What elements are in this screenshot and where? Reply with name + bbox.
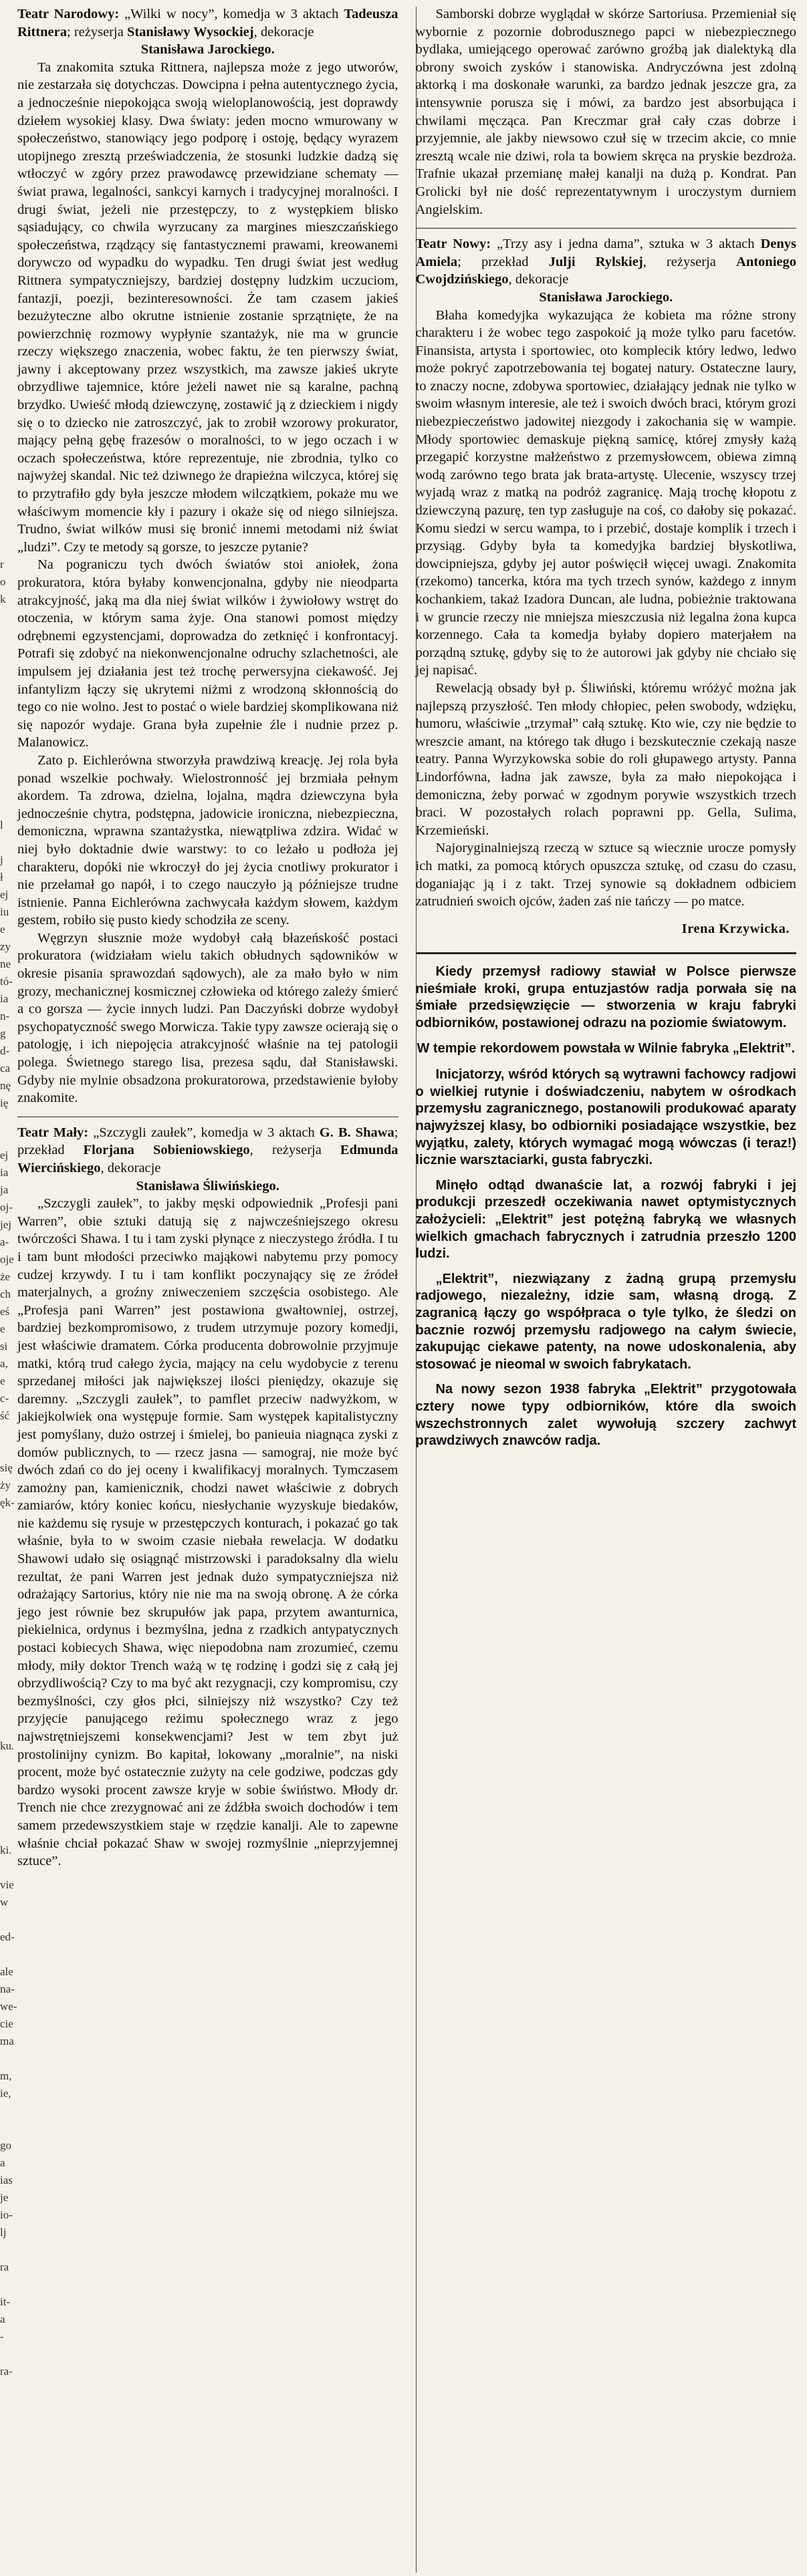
play-translator: Florjana Sobieniowskiego (83, 1143, 250, 1158)
margin-fragment (0, 2398, 15, 2415)
margin-fragment (0, 1755, 15, 1772)
margin-fragment: na- (0, 1983, 15, 1995)
margin-fragment: a, (0, 1357, 8, 1370)
ad-paragraph: Na nowy sezon 1938 fabryka „Elektrit” przygotowała cztery nowe typy odbiorników, które dla swoich wszechstronnych zalet wywołują szczery zachwyt prawdziwych znawców radja. (415, 1382, 796, 1449)
margin-fragment: cie (0, 2017, 13, 2030)
margin-fragment (0, 1633, 15, 1651)
margin-fragment: ra- (0, 2365, 13, 2378)
margin-fragment (0, 1564, 15, 1581)
margin-fragment (0, 764, 15, 782)
margin-fragment: r (0, 558, 4, 571)
margin-fragment: ch (0, 1288, 11, 1300)
margin-fragment (0, 2102, 15, 2120)
margin-fragment: ść (0, 1409, 10, 1422)
margin-fragment (0, 1790, 15, 1807)
play-director: Antoniego Cwojdzińskiego (415, 254, 796, 287)
margin-fragment: iu (0, 905, 9, 918)
margin-fragment (0, 1824, 15, 1842)
margin-fragment (0, 226, 15, 243)
margin-fragment (0, 1807, 15, 1824)
margin-fragment: it- (0, 2295, 11, 2308)
margin-fragment (0, 156, 15, 174)
play-designer: Stanisława Śliwińskiego. (136, 1178, 279, 1193)
margin-fragment: ej (0, 1149, 9, 1161)
margin-fragment: d- (0, 1044, 10, 1057)
ad-paragraph: „Elektrit”, niezwiązany z żadną grupą przemysłu radjowego, niezależny, idzie sam, własną drogą. Z zagranicą łączy go współpraca o tyle tylko, że śledzi on bacznie rozwój przemysłu radjowego na całym świecie, zakupując ciekawe patenty, na nowe udoskonalenia, aby stosować je nieomal w swoich fabrykatach. (415, 1271, 796, 1372)
margin-fragment: - (0, 2330, 4, 2343)
margin-fragment (0, 104, 15, 122)
review-header-teatr-maly: Teatr Mały: „Szczygli zaułek”, komedja w 3 aktach G. B. Shawa; przekład Florjana Sobieniowskiego, reżyserja Edmunda Wiercińskiego, dekoracje Stanisława Śliwińskiego. (17, 1124, 398, 1195)
margin-fragment: ej (0, 888, 9, 901)
margin-fragment (0, 486, 15, 504)
theatre-name: Teatr Nowy: (415, 237, 491, 252)
margin-fragment: a (0, 2313, 5, 2325)
margin-fragment (0, 1512, 15, 1529)
margin-fragment (0, 139, 15, 156)
margin-fragment: ja (0, 1183, 9, 1196)
margin-fragment: j (0, 853, 3, 866)
margin-fragment (0, 69, 15, 87)
margin-fragment (0, 417, 15, 434)
section-separator (416, 228, 797, 229)
margin-fragment: ale (0, 1965, 13, 1978)
margin-fragment (0, 1859, 15, 1876)
margin-fragment: eś (0, 1305, 10, 1318)
margin-fragment (0, 330, 15, 347)
margin-fragment (0, 2415, 15, 2432)
margin-fragment: oj- (0, 1201, 13, 1213)
margin-fragment (0, 1668, 15, 1685)
margin-fragment (0, 521, 15, 539)
review1-paragraph: Zato p. Eichlerówna stworzyła prawdziwą kreację. Jej rola była ponad wszelkie pochwały. Wielostronność jej brzmiała pełnym akordem. Ta zdrowa, dzielna, lojalna, mądra dziewczyna była jednocześnie chytra, podstępna, jadowicie ironiczna, niebezpieczna, demoniczna, wprawna szantażystka, niewątpliwa zdzira. Widać w niej było doktadnie dwie warstwy: to co leżało u podłoża jej charakteru, dopóki nie wkroczył do jej życia cnotliwy prokurator i nie przełamał go napół, i to czego nauczyło ją późniejsze trudne istnienie. Panna Eichlerówna zachwycała każdym słowem, każdym gestem, robiło się pusto kiedy schodziła ze sceny. (17, 752, 398, 928)
theatre-name: Teatr Narodowy: (17, 7, 120, 21)
margin-fragment (0, 2276, 15, 2293)
margin-fragment (0, 799, 15, 817)
margin-fragment: ra (0, 2261, 9, 2273)
left-column (17, 5, 398, 1870)
margin-fragment: ne (0, 958, 11, 970)
margin-fragment: ma (0, 2035, 14, 2047)
margin-fragment: o (0, 575, 6, 588)
margin-fragment (0, 2345, 15, 2363)
margin-fragment (0, 1112, 15, 1129)
margin-fragment (0, 539, 15, 556)
margin-fragment (0, 382, 15, 400)
margin-fragment: ki. (0, 1844, 12, 1856)
margin-fragment (0, 1703, 15, 1720)
play-translator: Julji Rylskiej (548, 254, 643, 269)
review3-paragraph: Najoryginalniejszą rzeczą w sztuce są wiecznie urocze pomysły ich matki, za pomocą których opuszcza sztukę, od czasu do czasu, doganiając ją i z takt. Trzej synowie są dokładnem odbiciem zatrudnień swoich ojców, żaden zaś nie tańczy — po matce. (415, 841, 796, 909)
margin-fragment: ł (0, 871, 3, 883)
left-margin-cut-column (0, 0, 15, 2576)
margin-fragment (0, 2241, 15, 2259)
margin-fragment (0, 1425, 15, 1442)
author-signature: Irena Krzywicka. (681, 921, 790, 936)
margin-fragment: oje (0, 1253, 14, 1266)
margin-fragment (0, 191, 15, 208)
review2-paragraph: Samborski dobrze wyglądał w skórze Sartoriusa. Przemieniał się wybornie z pozornie dobrodusznego papci w niebezpiecznego bydlaka, umiejącego operować zarówno groźbą jak dialektyką dla obrony swoich zysków i stanowiska. Andryczówna jest zdolną aktorką i ma doskonałe warunki, za bardzo jednak jeszcze gra, za intensywnie porusza się i mówi, za bardzo jest absorbująca i chwilami męcząca. Pan Kreczmar grał cały czas dobrze i przyjemnie, ale jakby niewsowo czuł się w trzecim akcie, co mnie zresztą wcale nie dziwi, rola ta bowiem skręca na pryskie bezdroża. Trafnie ukazał przemianę małej kanalji na dużą p. Kondrat. Pan Grolicki był nie dość reprezentatywnym i uroczystym durniem Angielskim. (415, 7, 796, 217)
review3-paragraph: Błaha komedyjka wykazująca że kobieta ma różne strony charakteru i że wobec tego zaspokoić ją może tylko paru facetów. Finansista, artysta i sportowiec, oto komplecik który ledwo, ledwo może pokryć zapotrzebowania tej bogatej natury. Ostateczne laury, to znaczy nocne, zdobywa sportowiec, działający jednak nie tylko w swoim własnym interesie, ale też i swoich dwóch braci, którym grozi niebezpieczeństwo jadowitej niezgody i zakochania się w wampie. Młody sportowiec demaskuje piękną samicę, której zmysły każą przegapić korzystne małżeństwo z przemysłowcem, obiewa zimną wodą zarówno tego brata jak brata-artystę. Ulecenie, wszyscy trzej wyjadą wraz z matką na podróż zagranicę. Mają trochę kłopotu z dziewczyną pazurę, ten typ zasługuje na coś, co dałoby się pokazać. Komu siedzi w sercu wampa, to i przebić, dostaje komplik i trzech i przysiąg. Gdyby była ta komedyjka bardziej błyskotliwa, dowcipniejsza, gdyby jej autor poświęcił więcej uwagi. Znakomita (rzekomo) tancerka, która ma tych trzech synów, każdego z innym kochankiem, takaż Izadora Duncan, ale ludna, pobieżnie traktowana i w gruncie rzeczy nie mniejsza mieszczusia niż legalna żona kupca korzennego. Cała ta komedja byłaby dopiero materjałem na porządną sztukę, gdyby się to że autorowi jak gdyby nie chciało się jej napisać. (415, 307, 796, 678)
margin-fragment: e (0, 1375, 5, 1387)
margin-fragment (0, 643, 15, 660)
margin-fragment (0, 660, 15, 678)
margin-fragment: n- (0, 1010, 10, 1022)
margin-fragment: ie, (0, 2087, 11, 2100)
margin-fragment (0, 625, 15, 643)
margin-fragment (0, 347, 15, 365)
margin-fragment: l (0, 819, 3, 831)
margin-fragment: g (0, 1027, 6, 1040)
margin-fragment (0, 747, 15, 764)
margin-fragment (0, 1651, 15, 1668)
elektrit-advertisement (416, 952, 797, 1449)
margin-fragment (0, 1546, 15, 1564)
ad-paragraph: Kiedy przemysł radiowy stawiał w Polsce pierwsze nieśmiałe kroki, grupa entuzjastów radja porwała się na śmiałe przedsięwzięcie — stworzenia w kraju fabryki odbiorników, postawionej odrazu na poziomie światowym. (415, 964, 796, 1031)
play-director: Stanisławy Wysockiej (126, 24, 254, 39)
margin-fragment (0, 1581, 15, 1598)
margin-fragment: ęk- (0, 1496, 15, 1509)
margin-fragment (0, 122, 15, 139)
margin-fragment: ży (0, 1479, 11, 1491)
margin-fragment (0, 365, 15, 382)
margin-fragment (0, 1529, 15, 1546)
margin-fragment (0, 504, 15, 521)
margin-fragment: ia (0, 1166, 9, 1179)
margin-fragment (0, 1946, 15, 1963)
margin-fragment: si (0, 1340, 8, 1352)
margin-fragment: lj (0, 2226, 7, 2239)
margin-fragment: je (0, 2191, 9, 2204)
margin-fragment (0, 0, 15, 17)
margin-fragment (0, 295, 15, 313)
margin-fragment (0, 1129, 15, 1147)
margin-fragment (0, 400, 15, 417)
margin-fragment: we- (0, 2000, 17, 2013)
margin-fragment: się (0, 1461, 13, 1474)
review1-paragraph: Węgrzyn słusznie może wydobył całą błazeńskość postaci prokuratora (widziałam wielu takich obłudnych sądowników w okresie pisania sprawozdań sądowych), ale za mało było w nim grozy, mechanicznej kosmicznej człowieka od którego zależy śmierć a co gorsza — życie innych ludzi. Pan Daczyński dobrze wydobył psychopatyczność swego Morwicza. Takie typy zawsze ocierają się o patologję, i ich niepojęcia atrakcyjność właśnie na tej patologii polega. Świetnego starego lisa, prezesa sądu, dał Stanisławski. Gdyby nie mylnie obsadzona prokuratorowa, przedstawienie byłoby znakomite. (17, 930, 398, 1106)
margin-fragment: e (0, 923, 5, 936)
margin-fragment (0, 261, 15, 278)
article-columns (17, 5, 796, 1870)
margin-fragment (0, 174, 15, 191)
margin-fragment (0, 1442, 15, 1459)
margin-fragment (0, 2120, 15, 2137)
play-designer: Stanisława Jarockiego. (539, 289, 673, 305)
margin-fragment (0, 730, 15, 747)
margin-fragment (0, 87, 15, 104)
margin-fragment (0, 782, 15, 799)
margin-fragment (0, 608, 15, 625)
margin-fragment (0, 313, 15, 330)
theatre-name: Teatr Mały: (17, 1125, 89, 1140)
margin-fragment (0, 1911, 15, 1928)
margin-fragment: k (0, 593, 6, 605)
play-author: G. B. Shawa (319, 1125, 394, 1140)
margin-fragment: ia (0, 992, 9, 1005)
margin-fragment (0, 2050, 15, 2067)
margin-fragment: io- (0, 2208, 13, 2221)
margin-fragment: go (0, 2139, 11, 2152)
margin-fragment: ię (0, 1097, 9, 1109)
margin-fragment: w (0, 1896, 9, 1908)
margin-fragment (0, 2380, 15, 2398)
margin-fragment (0, 208, 15, 226)
review2-paragraph: „Szczygli zaułek”, to jakby męski odpowiednik „Profesji pani Warren”, obie sztuki datują się z najwcześniejszego okresu twórczości Shawa. I tu i tam zyski płynące z nieczystego źródła. I tu i tam bunt młodości przeciwko mająkowi nabytemu przy pomocy cudzej krzywdy. I tu i tam konflikt poczynający się ze źródeł materjalnych, a groźny zniweczeniem szczęścia osobistego. Ale „Profesja pani Warren” jest postawiona gwałtowniej, ostrzej, bardziej bezkompromisowo, z trudem utrzymuje pozory komedji, jest właściwie dramatem. Córka producenta dobrowolnie przyjmuje matki, którą trud całego życia, mający na celu wydobycie z terenu sprzedanej miłości jak największej ilości pieniędzy, okazuje się daremny. „Szczygli zaułek”, to pamflet przeciw nadwyżkom, w jakiejkolwiek ona występuje formie. Sam występek kapitalistyczny jest pomyślany, dużo ostrzej i śmielej, bo panieuia niagnąca zyski z domów publicznych, to — rzecz jasna — samograj, nie może być dwóch zdań co do jej oceny i kwalifikacyj moralnych. Tymczasem zamożny pan, kamienicznik, chodzi nawet właściwie z dobrych zamiarów, który koniec końcu, niesłychanie wyzyskuje biedaków, nie każdemu się rysuje w przestępczych konturach, i pokazać go tak właśnie, była to w swoim czasie niebała rewelacja. W dodatku Shawowi udało się osiągnąć mistrzowski i paradoksalny dla wielu rezultat, że pani Warren jest jednak dużo sympatyczniejsza niż odrażający Sartorius, który nie nie ma na swoją obronę. A że córka jego jest równie bez skrupułów jak papa, przytem awanturnica, piekielnica, ordynus i bezmyślna, jedna z rzadkich antypatycznych postaci kobiecych Shawa, więc niepodobna nam zrozumieć, czemu młody, miły doktor Trench ważą w tę rodzinę i godzi się z całą jej obrzydliwością? Czy to ma być akt rezygnacji, czy kompromisu, czy bezmyślności, czy głos płci, silniejszy niż wszystko? Czy też przyjęcie panującego reżimu społecznego wraz z jego najwstrętniejszemi konsekwencjami? Jest w tem zbyt już prostolinijny cynizm. Bo kapitał, lokowany „moralnie”, na niski procent, może być ostatecznie zużyty na cele godziwe, podczas gdy bardzo wysoki procent zawsze kryje w sobie świństwo. Młody dr. Trench nie chce zrezygnować ani ze źdźbła swoich dochodów i tem samem przedewszystkiem staje w rzędzie kanalji. Ale to zapewne właśnie chciał pokazać Shaw w swojej rozmyślnie „nieprzyjemnej sztuce”. (17, 1196, 398, 1869)
margin-fragment (0, 434, 15, 452)
margin-fragment (0, 278, 15, 295)
margin-fragment: ku. (0, 1739, 15, 1752)
play-author: Denys Amiela (415, 237, 796, 269)
margin-fragment (0, 17, 15, 35)
review-header-teatr-nowy: Teatr Nowy: „Trzy asy i jedna dama”, sztuka w 3 aktach Denys Amiela; przekład Julji Rylskiej, reżyserja Antoniego Cwojdzińskiego, dekoracje Stanisława Jarockiego. (416, 235, 797, 306)
review3-paragraph: Rewelacją obsady był p. Śliwiński, któremu wróżyć można jak najlepszą przyszłość. Ten młody chłopiec, pełen swobody, wdzięku, humoru, właściwie „trzymał” całą sztukę. Kto wie, czy nie będzie to wreszcie amant, na którego tak długo i bezskutecznie czekają nasze teatry. Panna Wyrzykowska sobie do roli głupawego artysty. Panna Lindorfówna, ładna jak zawsze, była za mało niepokojąca i demoniczna, żeby porwać w zgodnym porywie wszystkich trzech braci. W pozostałych rolach poprawni pp. Gella, Sulima, Krzemieński. (415, 680, 796, 838)
margin-fragment: a (0, 2156, 5, 2169)
margin-fragment (0, 1616, 15, 1633)
margin-fragment: zy (0, 940, 11, 953)
margin-fragment: ias (0, 2174, 13, 2186)
margin-fragment (0, 834, 15, 851)
margin-fragment (0, 1720, 15, 1737)
play-designer: Stanisława Jarockiego. (140, 42, 275, 57)
margin-fragment (0, 452, 15, 469)
margin-fragment: nę (0, 1079, 11, 1092)
margin-fragment (0, 712, 15, 730)
ad-paragraph: Minęło odtąd dwanaście lat, a rozwój fabryki i jej produkcji przeszedł oczekiwania nawet optymistycznych założycieli: „Elektrit” jest potężną fabryką we własnych wielkich gmachach fabrycznych i zatrudnia przeszło 1200 ludzi. (415, 1177, 796, 1262)
margin-fragment: m, (0, 2069, 12, 2082)
margin-fragment (0, 469, 15, 486)
margin-fragment: a- (0, 1236, 9, 1248)
margin-fragment (0, 678, 15, 695)
margin-fragment (0, 1772, 15, 1790)
margin-fragment: ed- (0, 1930, 15, 1943)
margin-fragment: że (0, 1270, 11, 1283)
review-header-teatr-narodowy: Teatr Narodowy: „Wilki w nocy”, komedja w 3 aktach Tadeusza Rittnera; reżyserja Stanisławy Wysockiej, dekoracje Stanisława Jarockiego. (17, 5, 398, 59)
margin-fragment (0, 1598, 15, 1616)
play-director: Edmunda Wiercińskiego (17, 1143, 398, 1175)
margin-fragment: jej (0, 1218, 11, 1231)
margin-fragment: vie (0, 1878, 14, 1891)
ad-paragraph: Inicjatorzy, wśród których są wytrawni fachowcy radjowi o wielkiej rutynie i doświadczeniu, nabytem w ośrodkach przemysłu zagranicznego, postanowili produkować aparaty najwyższej klasy, bo odbiorniki posiadające wszystkie, bez wyjątku, zalety, których wymagać mogą wówczas (i teraz!) licznie warsztaciarki, gusta fabryczki. (415, 1067, 796, 1168)
ad-paragraph: W tempie rekordowem powstała w Wilnie fabryka „Elektrit”. (417, 1040, 796, 1056)
margin-fragment (0, 52, 15, 69)
review1-paragraph: Na pograniczu tych dwóch światów stoi aniołek, żona prokuratora, która byłaby konwencjonalna, gdyby nie nieodparta atrakcyjność, jaką ma dla niej świat wilków i żywiołowy wstręt do otoczenia, w którym sama żyje. Ona stanowi pomost między odrębnemi egzystencjami, doprowadza do zetknięć i konfrontacyj. Potrafi się zdobyć na niekonwencjonalne odruchy szlachetności, ale impulsem jej działania jest też trochę perwersyjna ciekawość. Jej infantylizm łączy się ukrytemi niżmi z wrodzoną skłonnością do tego co nie wolno. Jest to postać o wiele bardziej skomplikowana niż się napozór wydaje. Grana była zupełnie źle i nudnie przez p. Malanowicz. (17, 557, 398, 750)
review1-paragraph: Ta znakomita sztuka Rittnera, najlepsza może z jego utworów, nie zestarzała się dotychczas. Dowcipna i pełna autentycznego życia, a jednocześnie niepokojąca swoją wieloplanowością, jest doprawdy dziełem wysokiej klasy. Dwa światy: jeden mocno wmurowany w społeczeństwo, stanowiący jego podporę i ostoję, będący wyrazem utopijnego zresztą przeświadczenia, że stosunki ludzkie dadzą się wtłoczyć w zgóry przez prawodawcę przewidziane schematy — świat prawa, legalności, sankcyi karnych i tradycyjnej moralności. I drugi świat, jeżeli nie przestępczy, to z występkiem blisko sąsiadujący, co chwila wyrzucany za margines mieszczańskiego społeczeństwa, rządzący się fantastycznemi prawami, kreowanemi dorywczo od wypadku do wypadku. Ten drugi świat jest według Rittnera sympatyczniejszy, bardziej dostępny ludzkim uczuciom, fantazji, poezji, bezinteresowności. Że tam czasem jakieś bezużyteczne albo okrutne istnienie zostanie sprzątnięte, że na powierzchnię rozmowy wypłynie szantażyk, nie ma w gruncie rzeczy większego znaczenia, wobec faktu, że ten pierwszy świat, jawny i akceptowany przez wszystkich, ma zawsze jakieś ukryte obrzydliwe tajemnice, które jeżeli nawet nie są karalne, pachną brzydko. Uwieść młodą dziewczynę, zostawić ją z dzieckiem i nigdy się o to dziecko nie zatroszczyć, jak to zrobił wzorowy prokurator, mający pełną gębę frazesów o moralności, to w jego oczach i w oczach społeczeństwa, które reprezentuje, nie zbrodnia, tylko co najwyżej skandal. Nic też dziwnego że drapieżna wilczyca, której się to przytrafiło gdy była jeszcze młodem wilczątkiem, pokaże mu we właściwym momencie kły i pazury i okaże się od niego silniejsza. Trudno, świat wilków musi się bronić innemi metodami niż świat „ludzi”. Czy te metody są gorsze, to jeszcze pytanie? (17, 59, 398, 555)
margin-fragment (0, 1685, 15, 1703)
margin-fragment: e (0, 1322, 5, 1335)
margin-fragment: c- (0, 1392, 9, 1405)
right-column (416, 5, 797, 1870)
margin-fragment (0, 695, 15, 712)
margin-fragment (0, 35, 15, 52)
margin-fragment: tó- (0, 975, 13, 988)
play-author: Tadeusza Rittnera (17, 7, 398, 39)
margin-fragment: ca (0, 1062, 11, 1075)
margin-fragment (0, 243, 15, 261)
